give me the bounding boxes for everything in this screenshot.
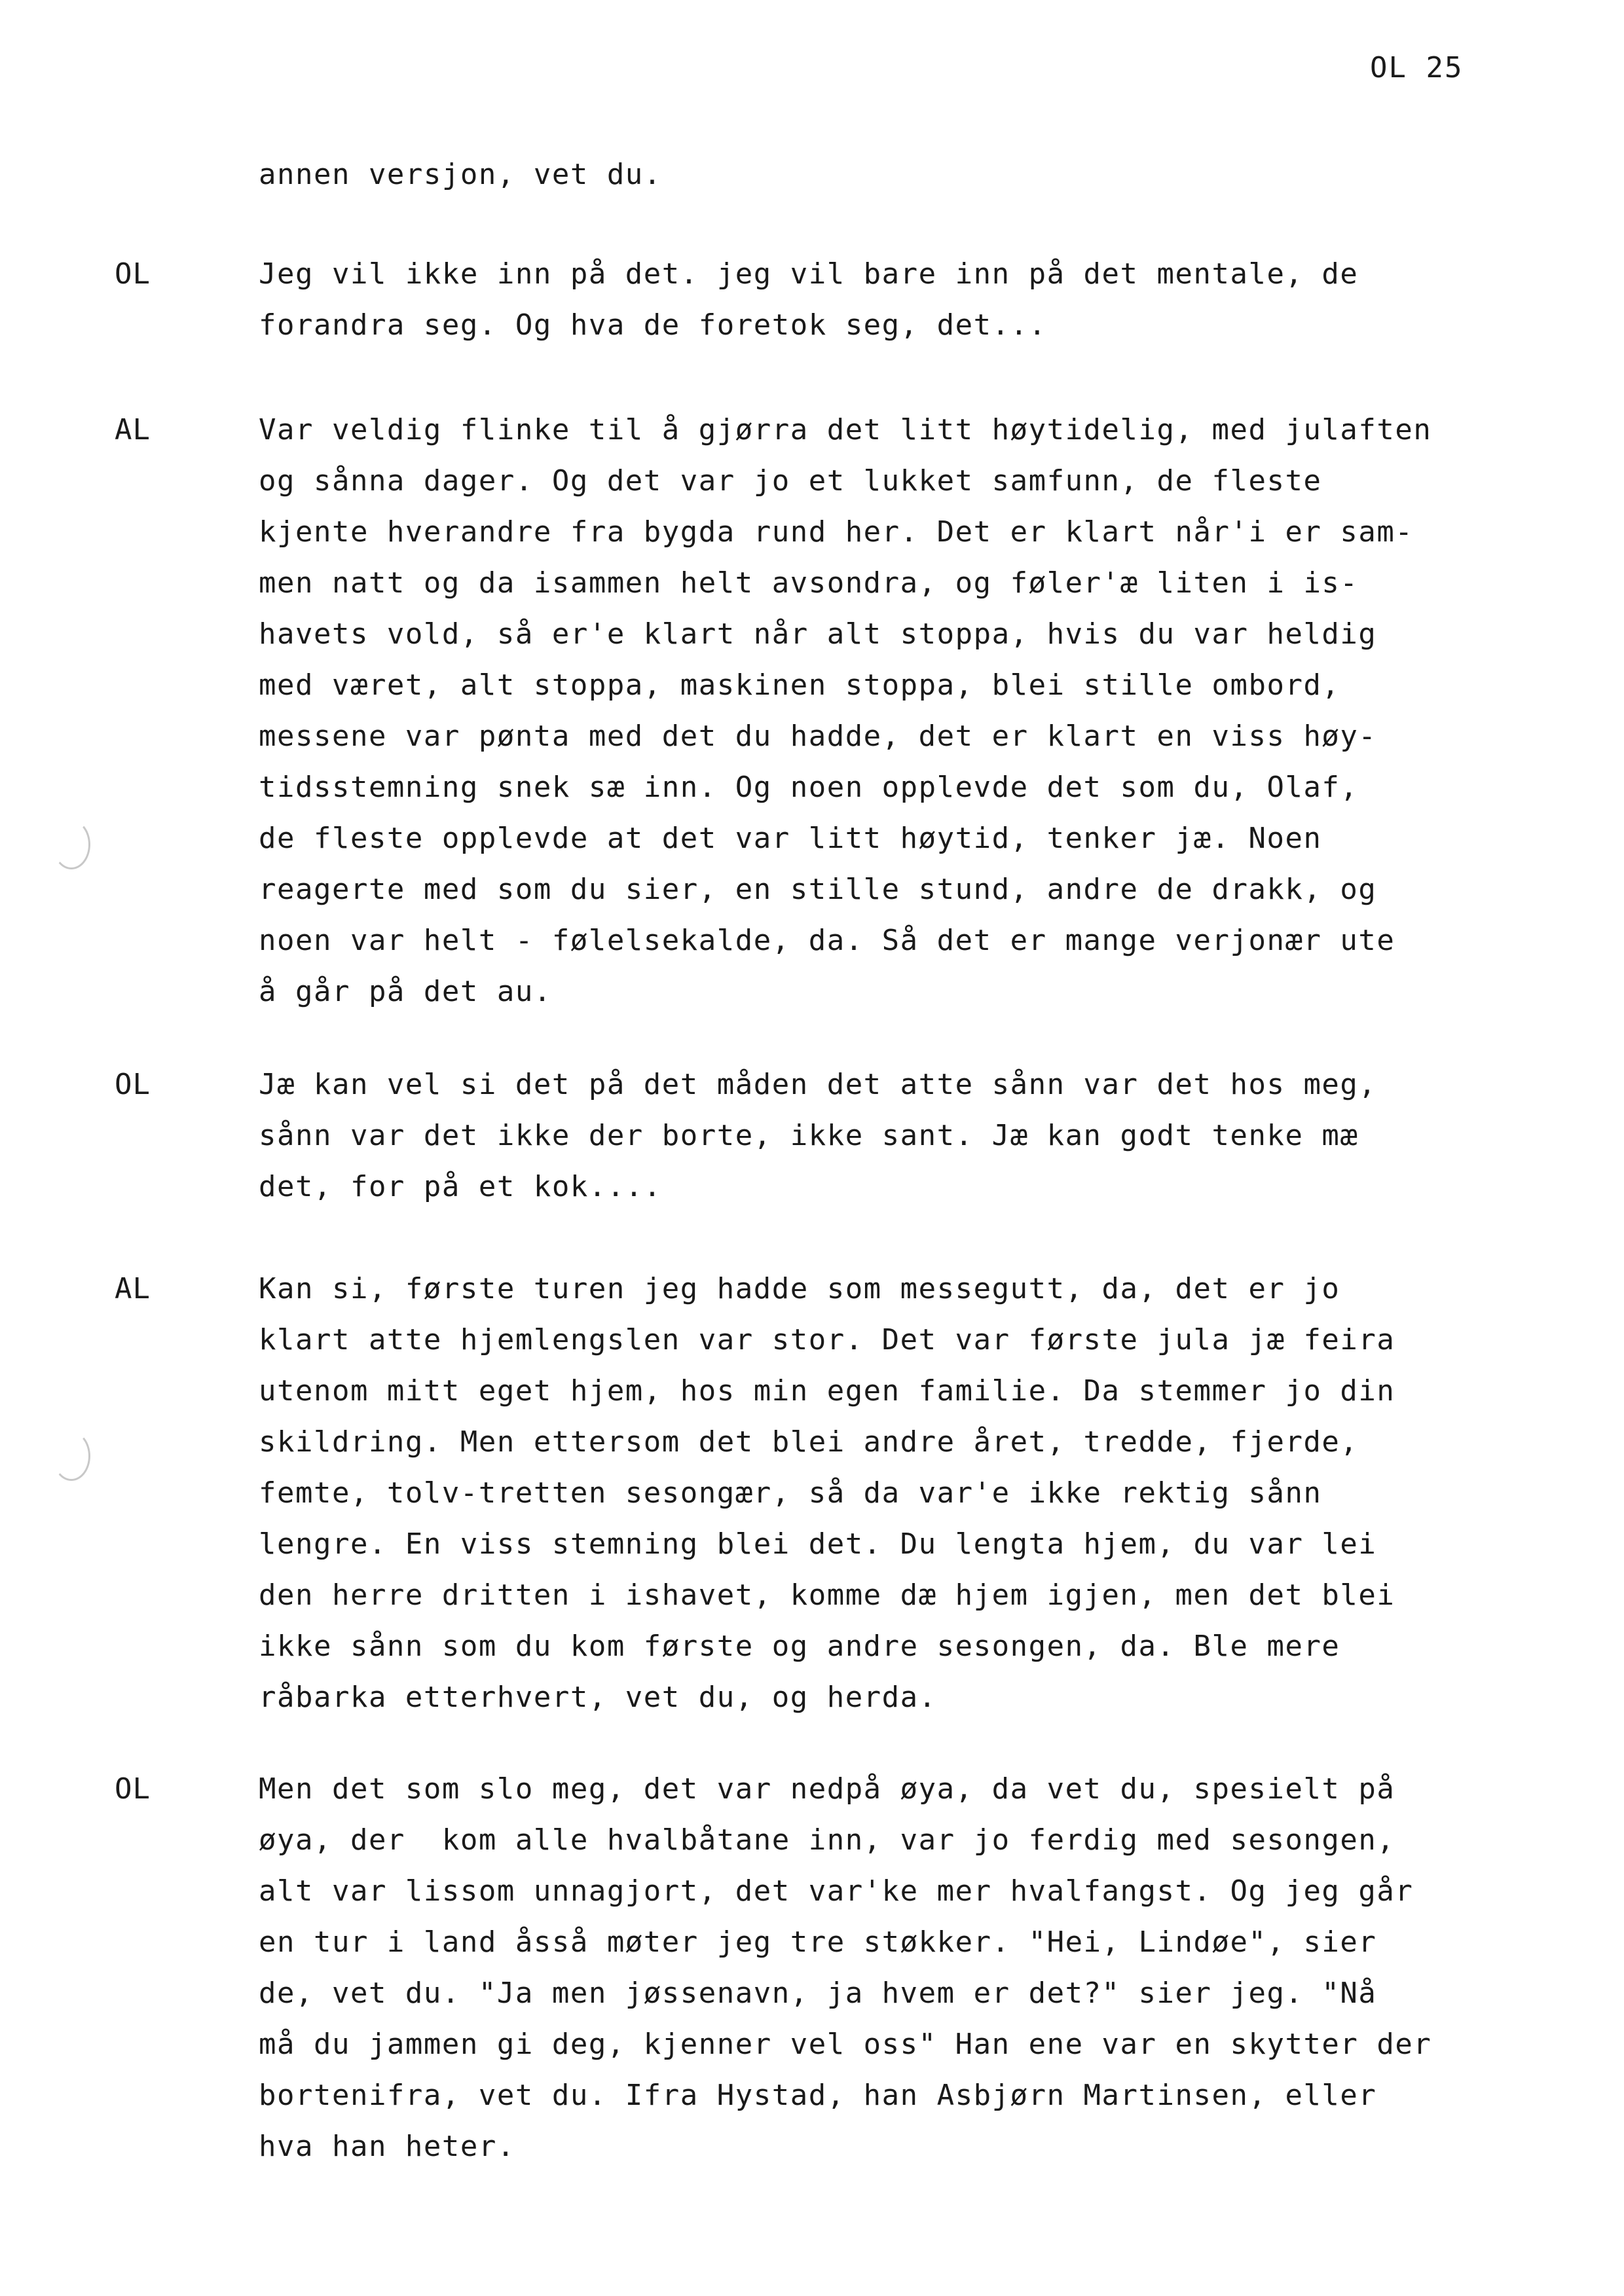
speaker-label: AL xyxy=(115,413,151,446)
page-number: OL 25 xyxy=(1370,51,1464,84)
paragraph-text xyxy=(259,405,1608,1017)
text-line: en tur i land åsså møter jeg tre støkker. "Hei, Lindøe", sier xyxy=(259,1925,1377,1959)
text-line: med været, alt stoppa, maskinen stoppa, blei stille ombord, xyxy=(259,668,1340,702)
text-line: Jæ kan vel si det på det måden det atte sånn var det hos meg, xyxy=(259,1068,1377,1101)
text-line: femte, tolv-tretten sesongær, så da var'e ikke rektig sånn xyxy=(259,1476,1322,1510)
speaker-label: AL xyxy=(115,1272,151,1305)
paragraph-text xyxy=(259,1264,1608,1723)
text-line: det, for på et kok.... xyxy=(259,1170,662,1203)
text-line: øya, der kom alle hvalbåtane inn, var jo ferdig med sesongen, xyxy=(259,1823,1395,1857)
text-line: messene var pønta med det du hadde, det er klart en viss høy- xyxy=(259,720,1377,753)
text-line: Jeg vil ikke inn på det. jeg vil bare inn på det mentale, de xyxy=(259,257,1359,291)
paragraph-text xyxy=(259,1764,1608,2172)
text-line: å går på det au. xyxy=(259,975,552,1008)
text-line: men natt og da isammen helt avsondra, og føler'æ liten i is- xyxy=(259,566,1359,600)
text-line: utenom mitt eget hjem, hos min egen familie. Da stemmer jo din xyxy=(259,1374,1395,1408)
text-line: de, vet du. "Ja men jøssenavn, ja hvem er det?" sier jeg. "Nå xyxy=(259,1977,1377,2010)
text-line: hva han heter. xyxy=(259,2130,515,2163)
text-line: og sånna dager. Og det var jo et lukket samfunn, de fleste xyxy=(259,464,1322,498)
text-line: kjente hverandre fra bygda rund her. Det er klart når'i er sam- xyxy=(259,515,1414,549)
text-line: forandra seg. Og hva de foretok seg, det... xyxy=(259,308,1047,342)
text-line: annen versjon, vet du. xyxy=(259,158,662,191)
paragraph-text xyxy=(259,249,1608,351)
text-line: alt var lissom unnagjort, det var'ke mer hvalfangst. Og jeg går xyxy=(259,1874,1414,1908)
text-line: lengre. En viss stemning blei det. Du lengta hjem, du var lei xyxy=(259,1527,1377,1561)
text-line: Men det som slo meg, det var nedpå øya, da vet du, spesielt på xyxy=(259,1772,1395,1806)
text-line: den herre dritten i ishavet, komme dæ hjem igjen, men det blei xyxy=(259,1578,1395,1612)
text-line: noen var helt - følelsekalde, da. Så det er mange verjonær ute xyxy=(259,924,1395,957)
speaker-label: OL xyxy=(115,1068,151,1101)
text-line: ikke sånn som du kom første og andre sesongen, da. Ble mere xyxy=(259,1630,1340,1663)
text-line: reagerte med som du sier, en stille stund, andre de drakk, og xyxy=(259,873,1377,906)
text-line: de fleste opplevde at det var litt høytid, tenker jæ. Noen xyxy=(259,822,1322,855)
text-line: må du jammen gi deg, kjenner vel oss" Han ene var en skytter der xyxy=(259,2028,1432,2061)
text-line: tidsstemning snek sæ inn. Og noen opplevde det som du, Olaf, xyxy=(259,771,1359,804)
punch-hole-mark xyxy=(52,1431,90,1481)
text-line: sånn var det ikke der borte, ikke sant. Jæ kan godt tenke mæ xyxy=(259,1119,1359,1152)
text-line: Kan si, første turen jeg hadde som messegutt, da, det er jo xyxy=(259,1272,1340,1305)
text-line: Var veldig flinke til å gjørra det litt høytidelig, med julaften xyxy=(259,413,1432,446)
text-line: råbarka etterhvert, vet du, og herda. xyxy=(259,1681,937,1714)
paragraph-text xyxy=(259,1059,1608,1212)
text-line: havets vold, så er'e klart når alt stoppa, hvis du var heldig xyxy=(259,617,1377,651)
speaker-label: OL xyxy=(115,1772,151,1806)
text-line: skildring. Men ettersom det blei andre året, tredde, fjerde, xyxy=(259,1425,1359,1459)
text-line: klart atte hjemlengslen var stor. Det var første jula jæ feira xyxy=(259,1323,1395,1357)
text-line: bortenifra, vet du. Ifra Hystad, han Asbjørn Martinsen, eller xyxy=(259,2079,1377,2112)
punch-hole-mark xyxy=(52,820,90,869)
paragraph-text xyxy=(259,149,1608,200)
speaker-label: OL xyxy=(115,257,151,291)
